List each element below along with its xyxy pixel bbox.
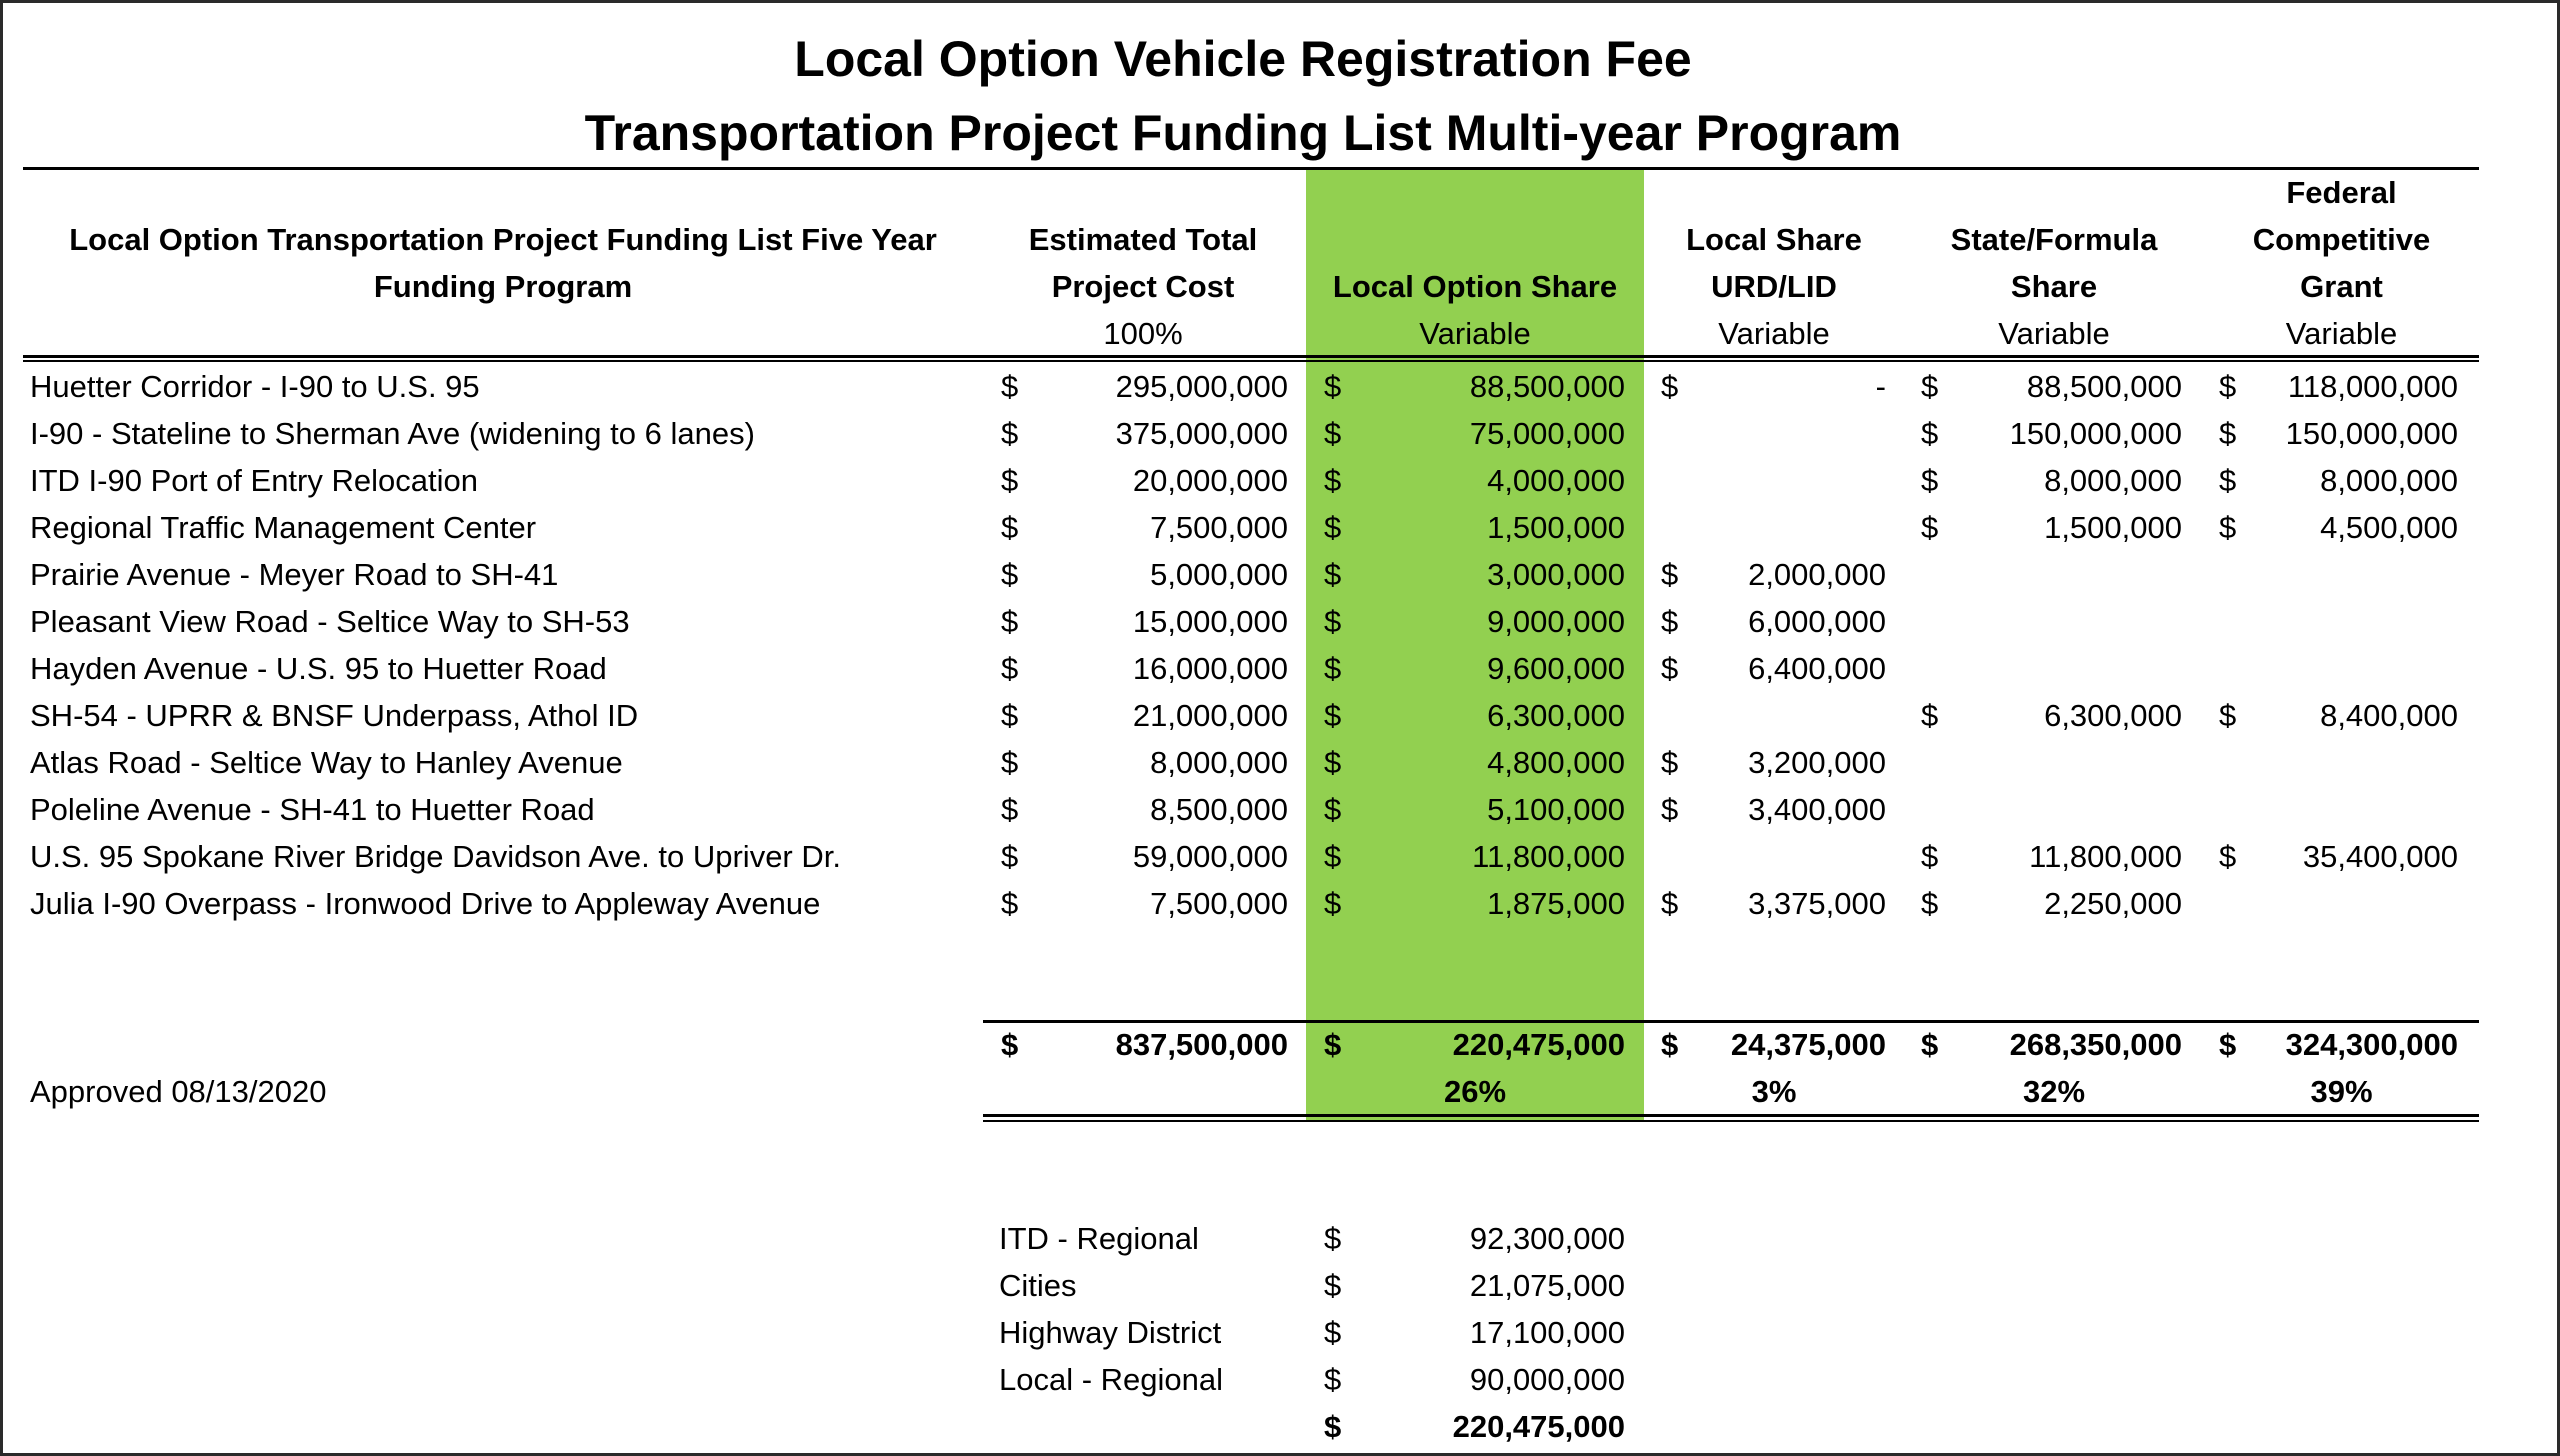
totals-federal: 324,300,000 <box>2285 1027 2458 1062</box>
project-name: Julia I-90 Overpass - Ironwood Drive to Appleway Avenue <box>30 886 821 921</box>
cell-local-option: 4,800,000 <box>1487 745 1625 780</box>
currency-symbol: $ <box>1324 557 1342 592</box>
cell-total: 15,000,000 <box>1132 604 1288 639</box>
currency-symbol: $ <box>1324 604 1342 639</box>
currency-symbol: $ <box>1001 886 1019 921</box>
header-federal-line3: Grant <box>2300 269 2383 304</box>
currency-symbol: $ <box>1921 463 1939 498</box>
cell-local-share: 6,400,000 <box>1748 651 1886 686</box>
currency-symbol: $ <box>1001 792 1019 827</box>
table-row <box>3 880 2560 927</box>
currency-symbol: $ <box>1661 792 1679 827</box>
header-local-share-line1: Local Share <box>1686 222 1862 257</box>
cell-local-option: 4,000,000 <box>1487 463 1625 498</box>
currency-symbol: $ <box>1661 651 1679 686</box>
currency-symbol: $ <box>1661 886 1679 921</box>
breakdown-label: Local - Regional <box>999 1362 1224 1397</box>
currency-symbol: $ <box>2219 416 2237 451</box>
cell-local-option: 75,000,000 <box>1469 416 1625 451</box>
currency-symbol: $ <box>1921 839 1939 874</box>
cell-state: 11,800,000 <box>2029 839 2182 874</box>
currency-symbol: $ <box>1661 369 1679 404</box>
breakdown-total-currency: $ <box>1324 1409 1342 1444</box>
cell-federal: 35,400,000 <box>2302 839 2458 874</box>
currency-symbol: $ <box>1324 416 1342 451</box>
header-bottom-rule-2 <box>23 360 2479 362</box>
cell-total: 295,000,000 <box>1115 369 1288 404</box>
header-local-option-sub: Variable <box>1419 316 1531 351</box>
header-top-rule <box>23 167 2479 170</box>
currency-symbol: $ <box>1001 839 1019 874</box>
project-name: Poleline Avenue - SH-41 to Huetter Road <box>30 792 595 827</box>
header-local-share-sub: Variable <box>1718 316 1830 351</box>
header-state-sub: Variable <box>1998 316 2110 351</box>
currency-symbol: $ <box>1921 369 1939 404</box>
cell-local-share: 3,400,000 <box>1748 792 1886 827</box>
cell-local-option: 3,000,000 <box>1487 557 1625 592</box>
cell-total: 16,000,000 <box>1132 651 1288 686</box>
currency-symbol: $ <box>1001 651 1019 686</box>
totals-total: 837,500,000 <box>1115 1027 1288 1062</box>
cell-total: 5,000,000 <box>1150 557 1288 592</box>
cell-federal: 4,500,000 <box>2320 510 2458 545</box>
table-row <box>3 457 2560 504</box>
currency-symbol: $ <box>1661 745 1679 780</box>
cell-state: 1,500,000 <box>2044 510 2182 545</box>
percent-local-option: 26% <box>1443 1074 1507 1109</box>
currency-symbol: $ <box>2219 369 2237 404</box>
currency-symbol: $ <box>1324 698 1342 733</box>
cell-state: 6,300,000 <box>2044 698 2182 733</box>
currency-symbol: $ <box>1921 886 1939 921</box>
currency-symbol: $ <box>1324 839 1342 874</box>
cell-state: 150,000,000 <box>2009 416 2182 451</box>
table-row <box>3 551 2560 598</box>
header-federal-sub: Variable <box>2285 316 2398 351</box>
currency-symbol: $ <box>1001 745 1019 780</box>
cell-state: 88,500,000 <box>2026 369 2182 404</box>
table-row <box>3 833 2560 880</box>
cell-local-option: 9,600,000 <box>1487 651 1625 686</box>
currency-symbol: $ <box>1001 463 1019 498</box>
currency-symbol: $ <box>1921 698 1939 733</box>
cell-total: 7,500,000 <box>1150 886 1288 921</box>
approved-date: Approved 08/13/2020 <box>30 1074 327 1109</box>
currency-symbol: $ <box>1921 510 1939 545</box>
cell-local-option: 88,500,000 <box>1469 369 1625 404</box>
totals-local-option: 220,475,000 <box>1452 1027 1625 1062</box>
header-total-sub: 100% <box>1103 316 1183 351</box>
cell-local-share: - <box>1875 369 1886 404</box>
totals-state: 268,350,000 <box>2009 1027 2182 1062</box>
page-subtitle: Transportation Project Funding List Multi-year Program <box>584 105 1902 161</box>
breakdown-currency: $ <box>1324 1362 1342 1397</box>
cell-federal: 8,400,000 <box>2320 698 2458 733</box>
cell-federal: 8,000,000 <box>2320 463 2458 498</box>
breakdown-value: 17,100,000 <box>1469 1315 1625 1350</box>
currency-symbol: $ <box>1324 651 1342 686</box>
cell-local-share: 6,000,000 <box>1748 604 1886 639</box>
project-name: Huetter Corridor - I-90 to U.S. 95 <box>30 369 480 404</box>
totals-currency-federal: $ <box>2219 1027 2237 1062</box>
cell-local-option: 11,800,000 <box>1472 839 1625 874</box>
currency-symbol: $ <box>1324 745 1342 780</box>
table-row <box>3 739 2560 786</box>
cell-local-option: 1,875,000 <box>1487 886 1625 921</box>
currency-symbol: $ <box>1324 510 1342 545</box>
header-federal-line1: Federal <box>2286 175 2397 210</box>
project-name: Prairie Avenue - Meyer Road to SH-41 <box>30 557 559 592</box>
table-row <box>3 504 2560 551</box>
cell-local-option: 1,500,000 <box>1487 510 1625 545</box>
breakdown-currency: $ <box>1324 1268 1342 1303</box>
header-program-line2: Funding Program <box>373 269 633 304</box>
project-name: SH-54 - UPRR & BNSF Underpass, Athol ID <box>30 698 639 733</box>
currency-symbol: $ <box>1324 886 1342 921</box>
header-state-line2: Share <box>2010 269 2098 304</box>
currency-symbol: $ <box>2219 510 2237 545</box>
project-name: Regional Traffic Management Center <box>30 510 537 545</box>
table-row <box>3 363 2560 410</box>
table-row <box>3 645 2560 692</box>
cell-local-option: 5,100,000 <box>1487 792 1625 827</box>
cell-total: 8,000,000 <box>1150 745 1288 780</box>
totals-bottom-rule-2 <box>983 1120 2479 1122</box>
currency-symbol: $ <box>1001 416 1019 451</box>
breakdown-currency: $ <box>1324 1221 1342 1256</box>
percent-local-share: 3% <box>1751 1074 1797 1109</box>
cell-federal: 118,000,000 <box>2287 369 2458 404</box>
cell-federal: 150,000,000 <box>2285 416 2458 451</box>
breakdown-value: 92,300,000 <box>1469 1221 1625 1256</box>
breakdown-value: 21,075,000 <box>1469 1268 1625 1303</box>
currency-symbol: $ <box>2219 839 2237 874</box>
currency-symbol: $ <box>1001 698 1019 733</box>
project-name: Pleasant View Road - Seltice Way to SH-53 <box>30 604 630 639</box>
breakdown-currency: $ <box>1324 1315 1342 1350</box>
totals-currency-local-share: $ <box>1661 1027 1679 1062</box>
breakdown-value: 90,000,000 <box>1469 1362 1625 1397</box>
project-name: Atlas Road - Seltice Way to Hanley Avenue <box>30 745 623 780</box>
cell-total: 375,000,000 <box>1115 416 1288 451</box>
table-row <box>3 598 2560 645</box>
cell-total: 21,000,000 <box>1132 698 1288 733</box>
totals-bottom-rule-1 <box>983 1114 2479 1117</box>
table-row <box>3 410 2560 457</box>
cell-total: 8,500,000 <box>1150 792 1288 827</box>
currency-symbol: $ <box>1661 604 1679 639</box>
totals-local-share: 24,375,000 <box>1730 1027 1886 1062</box>
currency-symbol: $ <box>2219 698 2237 733</box>
totals-currency-state: $ <box>1921 1027 1939 1062</box>
cell-local-share: 3,200,000 <box>1748 745 1886 780</box>
cell-state: 8,000,000 <box>2044 463 2182 498</box>
currency-symbol: $ <box>1661 557 1679 592</box>
percent-state: 32% <box>2022 1074 2086 1109</box>
cell-local-share: 3,375,000 <box>1748 886 1886 921</box>
table-row <box>3 786 2560 833</box>
cell-total: 7,500,000 <box>1150 510 1288 545</box>
breakdown-total: 220,475,000 <box>1452 1409 1625 1444</box>
header-federal-line2: Competitive <box>2252 222 2431 257</box>
currency-symbol: $ <box>1324 369 1342 404</box>
header-state-line1: State/Formula <box>1950 222 2158 257</box>
cell-local-option: 9,000,000 <box>1487 604 1625 639</box>
totals-currency-local-option: $ <box>1324 1027 1342 1062</box>
header-total-line1: Estimated Total <box>1028 222 1258 257</box>
project-name: ITD I-90 Port of Entry Relocation <box>30 463 478 498</box>
header-total-line2: Project Cost <box>1051 269 1235 304</box>
cell-local-option: 6,300,000 <box>1487 698 1625 733</box>
currency-symbol: $ <box>1001 604 1019 639</box>
page-title: Local Option Vehicle Registration Fee <box>794 31 1692 87</box>
currency-symbol: $ <box>1001 369 1019 404</box>
cell-local-share: 2,000,000 <box>1748 557 1886 592</box>
header-local-share-line2: URD/LID <box>1711 269 1837 304</box>
currency-symbol: $ <box>1921 416 1939 451</box>
currency-symbol: $ <box>1001 557 1019 592</box>
table-row <box>3 692 2560 739</box>
project-name: Hayden Avenue - U.S. 95 to Huetter Road <box>30 651 607 686</box>
breakdown-label: Cities <box>999 1268 1077 1303</box>
currency-symbol: $ <box>1324 463 1342 498</box>
project-name: U.S. 95 Spokane River Bridge Davidson Ave. to Upriver Dr. <box>30 839 841 874</box>
currency-symbol: $ <box>1324 792 1342 827</box>
project-name: I-90 - Stateline to Sherman Ave (widening to 6 lanes) <box>30 416 755 451</box>
currency-symbol: $ <box>1001 510 1019 545</box>
totals-currency-total: $ <box>1001 1027 1019 1062</box>
header-program-line1: Local Option Transportation Project Funding List Five Year <box>69 222 937 257</box>
cell-total: 20,000,000 <box>1132 463 1288 498</box>
header-local-option: Local Option Share <box>1332 269 1618 304</box>
percent-federal: 39% <box>2310 1074 2373 1109</box>
cell-state: 2,250,000 <box>2044 886 2182 921</box>
breakdown-label: ITD - Regional <box>999 1221 1199 1256</box>
breakdown-label: Highway District <box>999 1315 1222 1350</box>
cell-total: 59,000,000 <box>1132 839 1288 874</box>
currency-symbol: $ <box>2219 463 2237 498</box>
